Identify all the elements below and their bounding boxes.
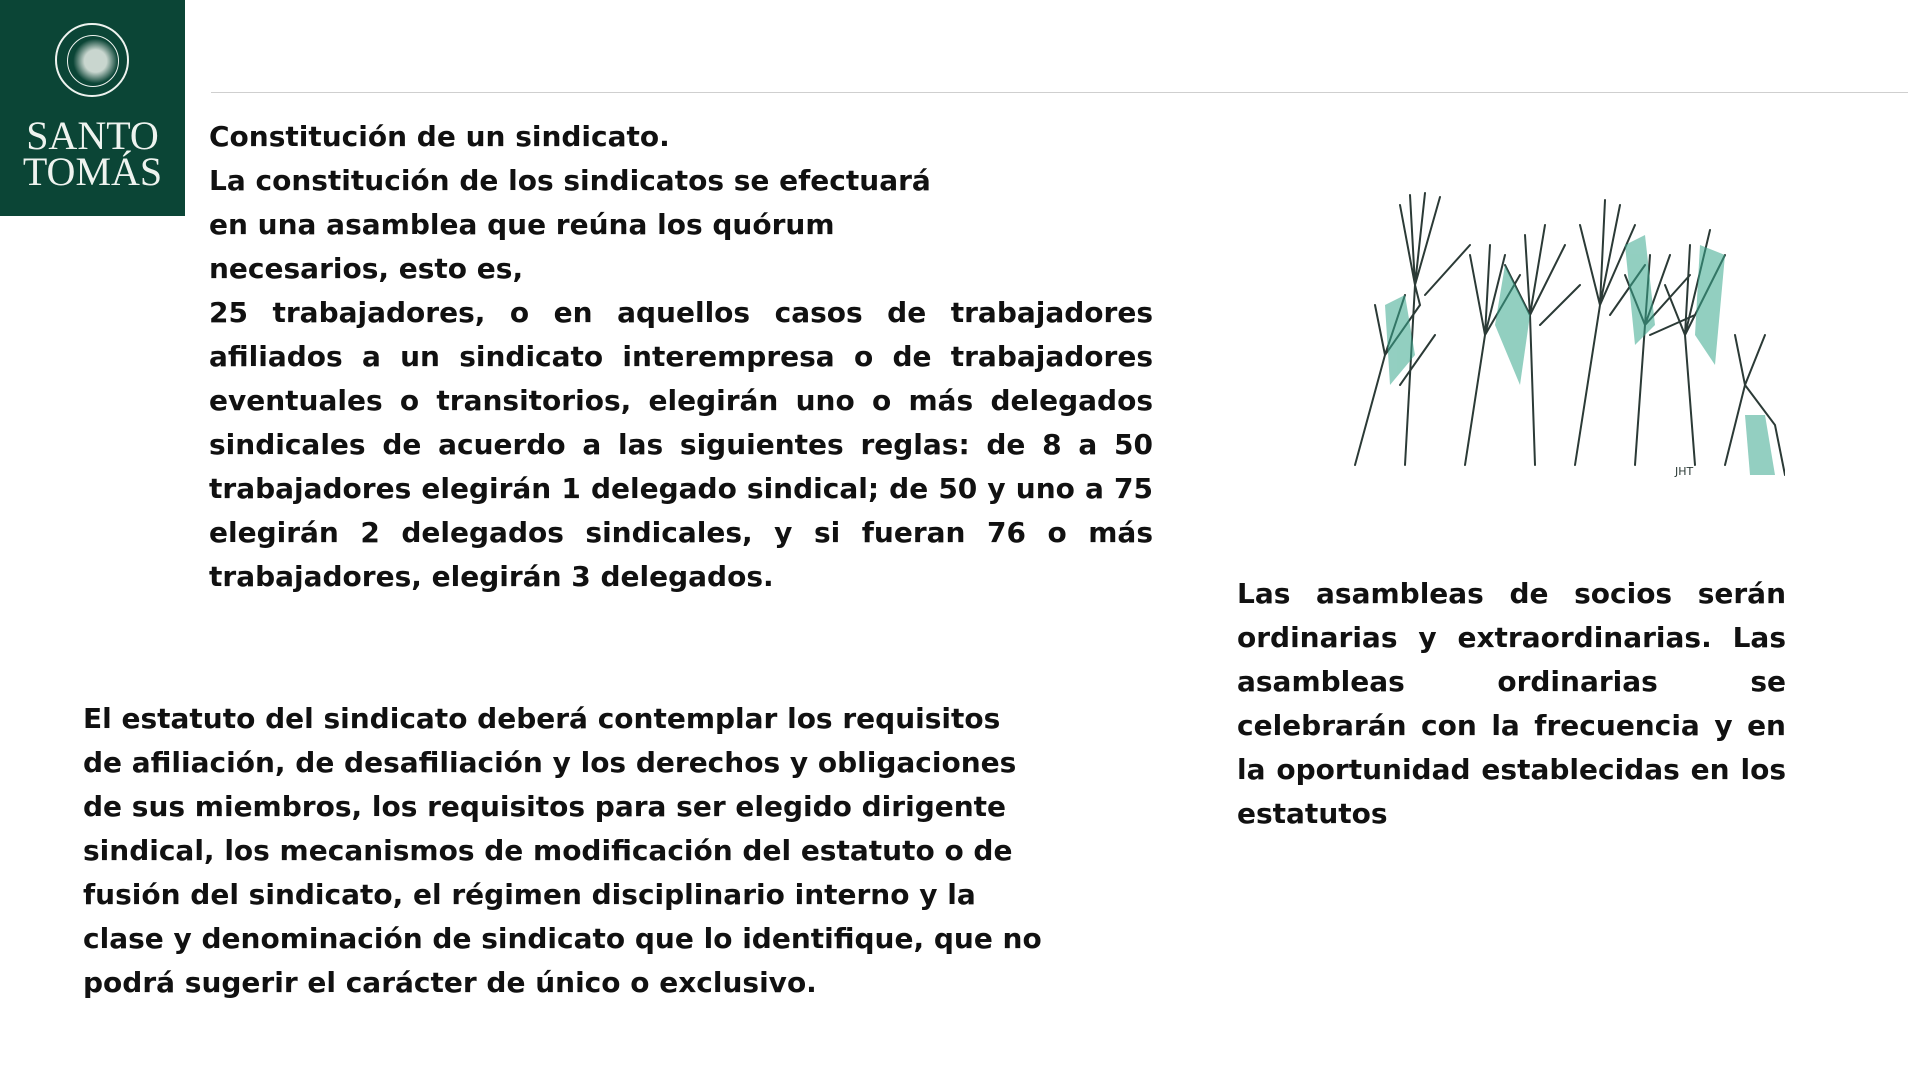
header-divider — [211, 92, 1908, 93]
main-paragraph-intro: La constitución de los sindicatos se efectuará en una asamblea que reúna los quórum necesarios, esto es, — [209, 164, 931, 285]
main-paragraph-body: 25 trabajadores, o en aquellos casos de trabajadores afiliados a un sindicato interempresa o de trabajadores eventuales o transitorios, elegirán uno o más delegados sindicales de acuerdo a las siguientes reglas: de 8 a 50 trabajadores elegirán 1 delegado sindical; de 50 y uno a 75 elegirán 2 delegados sindicales, y si fueran 76 o más trabajadores, elegirán 3 delegados. — [209, 296, 1153, 593]
logo-line2: TOMÁS — [22, 149, 163, 194]
raised-hands-illustration — [1345, 185, 1785, 485]
santo-tomas-logo — [0, 0, 185, 216]
logo-line1: SANTO — [26, 113, 159, 158]
logo-wordmark — [0, 113, 185, 194]
main-text-block — [209, 115, 1153, 599]
artist-signature: JHT — [1675, 465, 1694, 478]
assemblies-text: Las asambleas de socios serán ordinarias y extraordinarias. Las asambleas ordinarias se celebrarán con la frecuencia y en la oportunidad establecidas en los estatutos — [1237, 577, 1786, 830]
seal-icon — [55, 23, 129, 97]
statute-text: El estatuto del sindicato deberá contemplar los requisitos de afiliación, de desafiliación y los derechos y obligaciones de sus miembros, los requisitos para ser elegido dirigente sindical, los mecanismos de modificación del estatuto o de fusión del sindicato, el régimen disciplinario interno y la clase y denominación de sindicato que lo identifique, que no podrá sugerir el carácter de único o exclusivo. — [83, 702, 1042, 999]
slide-title: Constitución de un sindicato. — [209, 120, 670, 153]
